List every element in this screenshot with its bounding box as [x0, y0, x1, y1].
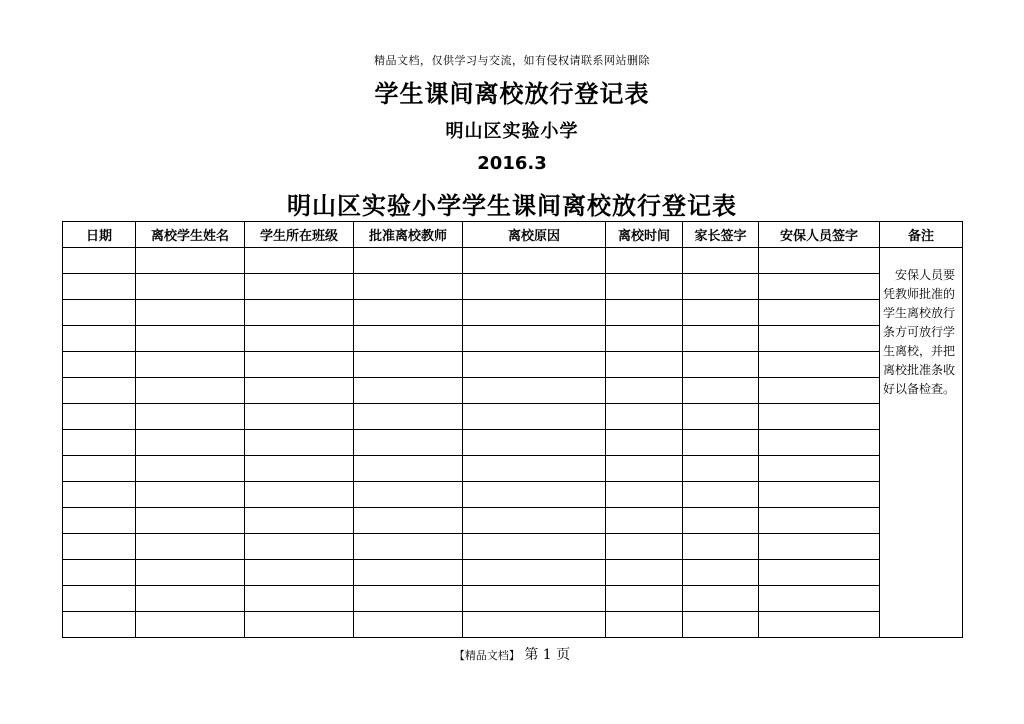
table-cell[interactable] [683, 534, 759, 560]
table-cell[interactable] [354, 378, 463, 404]
table-cell[interactable] [136, 586, 245, 612]
table-cell[interactable] [759, 352, 880, 378]
table-cell[interactable] [63, 274, 136, 300]
table-cell[interactable] [759, 482, 880, 508]
header-reason: 离校原因 [463, 222, 606, 248]
table-cell[interactable] [759, 378, 880, 404]
header-approving-teacher: 批准离校教师 [354, 222, 463, 248]
table-cell[interactable] [136, 560, 245, 586]
table-cell[interactable] [354, 508, 463, 534]
register-table [62, 221, 963, 638]
table-cell[interactable] [606, 534, 683, 560]
table-cell[interactable] [136, 456, 245, 482]
document-date: 2016.3 [477, 153, 547, 174]
table-cell[interactable] [245, 560, 354, 586]
table-row [63, 404, 963, 430]
table-cell[interactable] [463, 404, 606, 430]
table-row [63, 274, 963, 300]
table-cell[interactable] [63, 326, 136, 352]
table-cell[interactable] [606, 560, 683, 586]
table-cell[interactable] [683, 274, 759, 300]
table-cell[interactable] [683, 612, 759, 638]
table-cell[interactable] [606, 612, 683, 638]
table-cell[interactable] [63, 586, 136, 612]
table-cell[interactable] [759, 300, 880, 326]
header-remarks: 备注 [880, 222, 963, 248]
header-date: 日期 [63, 222, 136, 248]
table-cell[interactable] [245, 248, 354, 274]
table-cell[interactable] [683, 300, 759, 326]
table-cell[interactable] [606, 378, 683, 404]
table-cell[interactable] [354, 482, 463, 508]
table-cell[interactable] [759, 274, 880, 300]
table-cell[interactable] [245, 482, 354, 508]
table-cell[interactable] [136, 430, 245, 456]
table-cell[interactable] [245, 274, 354, 300]
table-cell[interactable] [683, 586, 759, 612]
table-cell[interactable] [245, 300, 354, 326]
table-cell[interactable] [463, 508, 606, 534]
main-title: 学生课间离校放行登记表 [374, 80, 650, 108]
table-cell[interactable] [136, 534, 245, 560]
table-cell[interactable] [463, 482, 606, 508]
table-cell[interactable] [463, 560, 606, 586]
table-cell[interactable] [63, 378, 136, 404]
table-cell[interactable] [463, 534, 606, 560]
notice-text: 精品文档，仅供学习与交流，如有侵权请联系网站删除 [374, 54, 650, 67]
table-cell[interactable] [606, 482, 683, 508]
table-cell[interactable] [759, 534, 880, 560]
table-cell[interactable] [63, 508, 136, 534]
table-cell[interactable] [463, 612, 606, 638]
table-row [63, 352, 963, 378]
footer-label: 【精品文档】 [453, 649, 520, 662]
table-cell[interactable] [606, 352, 683, 378]
table-cell[interactable] [354, 326, 463, 352]
table-cell[interactable] [63, 456, 136, 482]
remark-cell [880, 248, 963, 638]
table-cell[interactable] [759, 456, 880, 482]
table-cell[interactable] [683, 248, 759, 274]
header-student-name: 离校学生姓名 [136, 222, 245, 248]
table-row [63, 482, 963, 508]
table-cell[interactable] [683, 352, 759, 378]
table-cell[interactable] [463, 248, 606, 274]
table-cell[interactable] [354, 352, 463, 378]
table-cell[interactable] [463, 326, 606, 352]
table-cell[interactable] [606, 326, 683, 352]
table-cell[interactable] [759, 404, 880, 430]
table-cell[interactable] [136, 404, 245, 430]
table-cell[interactable] [606, 274, 683, 300]
table-row [63, 586, 963, 612]
table-cell[interactable] [759, 248, 880, 274]
table-cell[interactable] [354, 274, 463, 300]
table-cell[interactable] [245, 352, 354, 378]
table-cell[interactable] [463, 456, 606, 482]
table-cell[interactable] [606, 508, 683, 534]
header-security-signature: 安保人员签字 [759, 222, 880, 248]
table-cell[interactable] [63, 404, 136, 430]
table-cell[interactable] [683, 378, 759, 404]
table-cell[interactable] [245, 586, 354, 612]
table-cell[interactable] [683, 404, 759, 430]
table-cell[interactable] [136, 352, 245, 378]
school-name: 明山区实验小学 [445, 121, 579, 142]
table-cell[interactable] [136, 326, 245, 352]
table-cell[interactable] [245, 326, 354, 352]
table-title: 明山区实验小学学生课间离校放行登记表 [287, 192, 737, 220]
table-cell[interactable] [136, 378, 245, 404]
table-cell[interactable] [759, 612, 880, 638]
table-cell[interactable] [606, 300, 683, 326]
table-cell[interactable] [63, 352, 136, 378]
table-cell[interactable] [136, 612, 245, 638]
header-row [63, 222, 963, 248]
table-cell[interactable] [63, 248, 136, 274]
table-row [63, 612, 963, 638]
table-cell[interactable] [245, 378, 354, 404]
table-cell[interactable] [245, 508, 354, 534]
table-cell[interactable] [245, 456, 354, 482]
page-number: 第 1 页 [524, 647, 571, 663]
table-cell[interactable] [463, 274, 606, 300]
table-cell[interactable] [63, 534, 136, 560]
table-cell[interactable] [136, 300, 245, 326]
table-cell[interactable] [354, 300, 463, 326]
table-cell[interactable] [463, 586, 606, 612]
table-cell[interactable] [354, 404, 463, 430]
table-cell[interactable] [683, 560, 759, 586]
table-cell[interactable] [606, 586, 683, 612]
table-cell[interactable] [354, 612, 463, 638]
table-cell[interactable] [63, 612, 136, 638]
table-cell[interactable] [354, 430, 463, 456]
table-cell[interactable] [683, 508, 759, 534]
table-cell[interactable] [136, 248, 245, 274]
table-row [63, 326, 963, 352]
header-class: 学生所在班级 [245, 222, 354, 248]
table-cell[interactable] [759, 326, 880, 352]
table-cell[interactable] [759, 560, 880, 586]
table-cell[interactable] [245, 534, 354, 560]
header-parent-signature: 家长签字 [683, 222, 759, 248]
table-cell[interactable] [63, 482, 136, 508]
table-cell[interactable] [63, 300, 136, 326]
table-row [63, 378, 963, 404]
table-cell[interactable] [606, 404, 683, 430]
table-cell[interactable] [354, 586, 463, 612]
table-cell[interactable] [759, 508, 880, 534]
header-leave-time: 离校时间 [606, 222, 683, 248]
table-cell[interactable] [354, 534, 463, 560]
table-cell[interactable] [683, 456, 759, 482]
page-footer [0, 644, 1024, 664]
table-cell[interactable] [606, 456, 683, 482]
table-cell[interactable] [245, 404, 354, 430]
table-cell[interactable] [136, 508, 245, 534]
table-cell[interactable] [759, 586, 880, 612]
table-cell[interactable] [463, 300, 606, 326]
table-body [63, 248, 963, 638]
table-row [63, 534, 963, 560]
table-row [63, 508, 963, 534]
table-cell[interactable] [606, 430, 683, 456]
table-row [63, 430, 963, 456]
table-row [63, 300, 963, 326]
table-cell[interactable] [606, 248, 683, 274]
table-row [63, 456, 963, 482]
table-cell[interactable] [354, 560, 463, 586]
table-cell[interactable] [463, 378, 606, 404]
table-cell[interactable] [463, 352, 606, 378]
table-row [63, 248, 963, 274]
table-cell[interactable] [63, 560, 136, 586]
remark-text: 安保人员要凭教师批准的学生离校放行条方可放行学生离校，并把离校批准条收好以备检查。 [883, 268, 956, 396]
table-row [63, 560, 963, 586]
table-cell[interactable] [136, 482, 245, 508]
table-cell[interactable] [63, 430, 136, 456]
table-cell[interactable] [683, 430, 759, 456]
table-cell[interactable] [136, 274, 245, 300]
table-cell[interactable] [683, 482, 759, 508]
table-cell[interactable] [463, 430, 606, 456]
table-cell[interactable] [245, 612, 354, 638]
table-cell[interactable] [245, 430, 354, 456]
table-cell[interactable] [683, 326, 759, 352]
table-cell[interactable] [354, 248, 463, 274]
table-cell[interactable] [354, 456, 463, 482]
table-cell[interactable] [759, 430, 880, 456]
